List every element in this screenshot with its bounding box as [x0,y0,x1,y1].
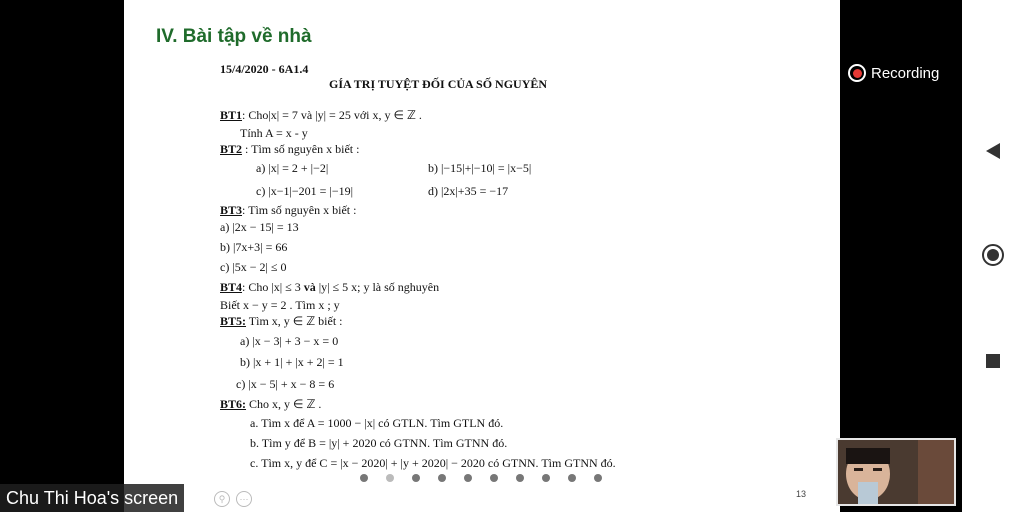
bt3-intro-line [220,203,356,218]
home-circle-icon[interactable] [981,243,1005,267]
bt2-b: b) |−15|+|−10| = |x−5| [428,161,532,175]
pagination-dot[interactable] [542,474,550,482]
bt4-text-pre: : Cho |x| ≤ 3 [242,280,304,294]
bt4-label: BT4 [220,280,243,294]
bt6-c: c. Tìm x, y để C = |x − 2020| + |y + 2020| − 2020 có GTNN. Tìm GTNN đó. [250,456,616,470]
pagination-dot[interactable] [568,474,576,482]
bt3-intro: : Tìm số nguyên x biết : [242,203,357,217]
pagination-dot[interactable] [438,474,446,482]
bt5-label: BT5: [220,314,247,328]
pagination-dot[interactable] [490,474,498,482]
bt6-a: a. Tìm x để A = 1000 − |x| có GTLN. Tìm GTLN đó. [250,416,504,430]
zoom-icon[interactable]: ⚲ [214,491,230,507]
date-class: 15/4/2020 - 6A1.4 [220,62,309,76]
bt6-intro-line [220,397,321,412]
slide-pagination-dots[interactable] [360,474,602,482]
bt5-c: c) |x − 5| + x − 8 = 6 [236,377,335,391]
bt6-b: b. Tìm y để B = |y| + 2020 có GTNN. Tìm GTNN đó. [250,436,508,450]
bt6-intro: Cho x, y ∈ ℤ . [246,397,322,411]
bt1-line1 [220,108,422,123]
webcam-thumbnail[interactable] [836,438,956,506]
presentation-slide [124,0,840,512]
pagination-dot[interactable] [360,474,368,482]
bt4-text-bold: và [303,280,316,294]
bt3-b: b) |7x+3| = 66 [220,240,288,254]
recents-square-icon[interactable] [984,352,1002,370]
participant-video [838,440,954,504]
pagination-dot[interactable] [412,474,420,482]
bt6-label: BT6: [220,397,247,411]
bt4-line1 [220,280,439,295]
bt5-intro: Tìm x, y ∈ ℤ biết : [246,314,343,328]
bt1-label: BT1 [220,108,243,122]
slide-title: IV. Bài tập về nhà [156,26,312,47]
screen-controls [214,491,252,507]
page-number: 13 [796,489,807,499]
pagination-dot[interactable] [516,474,524,482]
bt4-text-post: |y| ≤ 5 x; y là số nghuyên [315,280,440,294]
bt5-intro-line [220,314,343,329]
back-triangle-icon[interactable] [982,140,1004,162]
screen-share-label: Chu Thi Hoa's screen [0,484,184,512]
bt1-text: : Cho|x| = 7 và |y| = 25 với x, y ∈ ℤ . [242,108,422,122]
pagination-dot[interactable] [594,474,602,482]
bt3-c: c) |5x − 2| ≤ 0 [220,260,287,274]
bt2-label: BT2 [220,142,243,156]
bt5-b: b) |x + 1| + |x + 2| = 1 [240,355,344,369]
bt2-intro-line [220,142,359,157]
bt1-line2: Tính A = x - y [240,126,308,140]
pagination-dot[interactable] [386,474,394,482]
bt5-a: a) |x − 3| + 3 − x = 0 [240,334,339,348]
bt3-label: BT3 [220,203,243,217]
android-nav-bar [962,0,1024,512]
bt4-line2: Biết x − y = 2 . Tìm x ; y [220,298,340,312]
bt2-c: c) |x−1|−201 = |−19| [256,184,354,198]
bt3-a: a) |2x − 15| = 13 [220,220,299,234]
bt2-a: a) |x| = 2 + |−2| [256,161,329,175]
recording-label: Recording [871,64,940,82]
record-icon [848,64,866,82]
worksheet-heading: GÍA TRỊ TUYỆT ĐỐI CỦA SỐ NGUYÊN [329,77,548,91]
bt2-d: d) |2x|+35 = −17 [428,184,509,198]
recording-indicator [848,64,939,82]
pagination-dot[interactable] [464,474,472,482]
more-options-icon[interactable]: ⋯ [236,491,252,507]
bt2-intro: : Tìm số nguyên x biết : [242,142,360,156]
